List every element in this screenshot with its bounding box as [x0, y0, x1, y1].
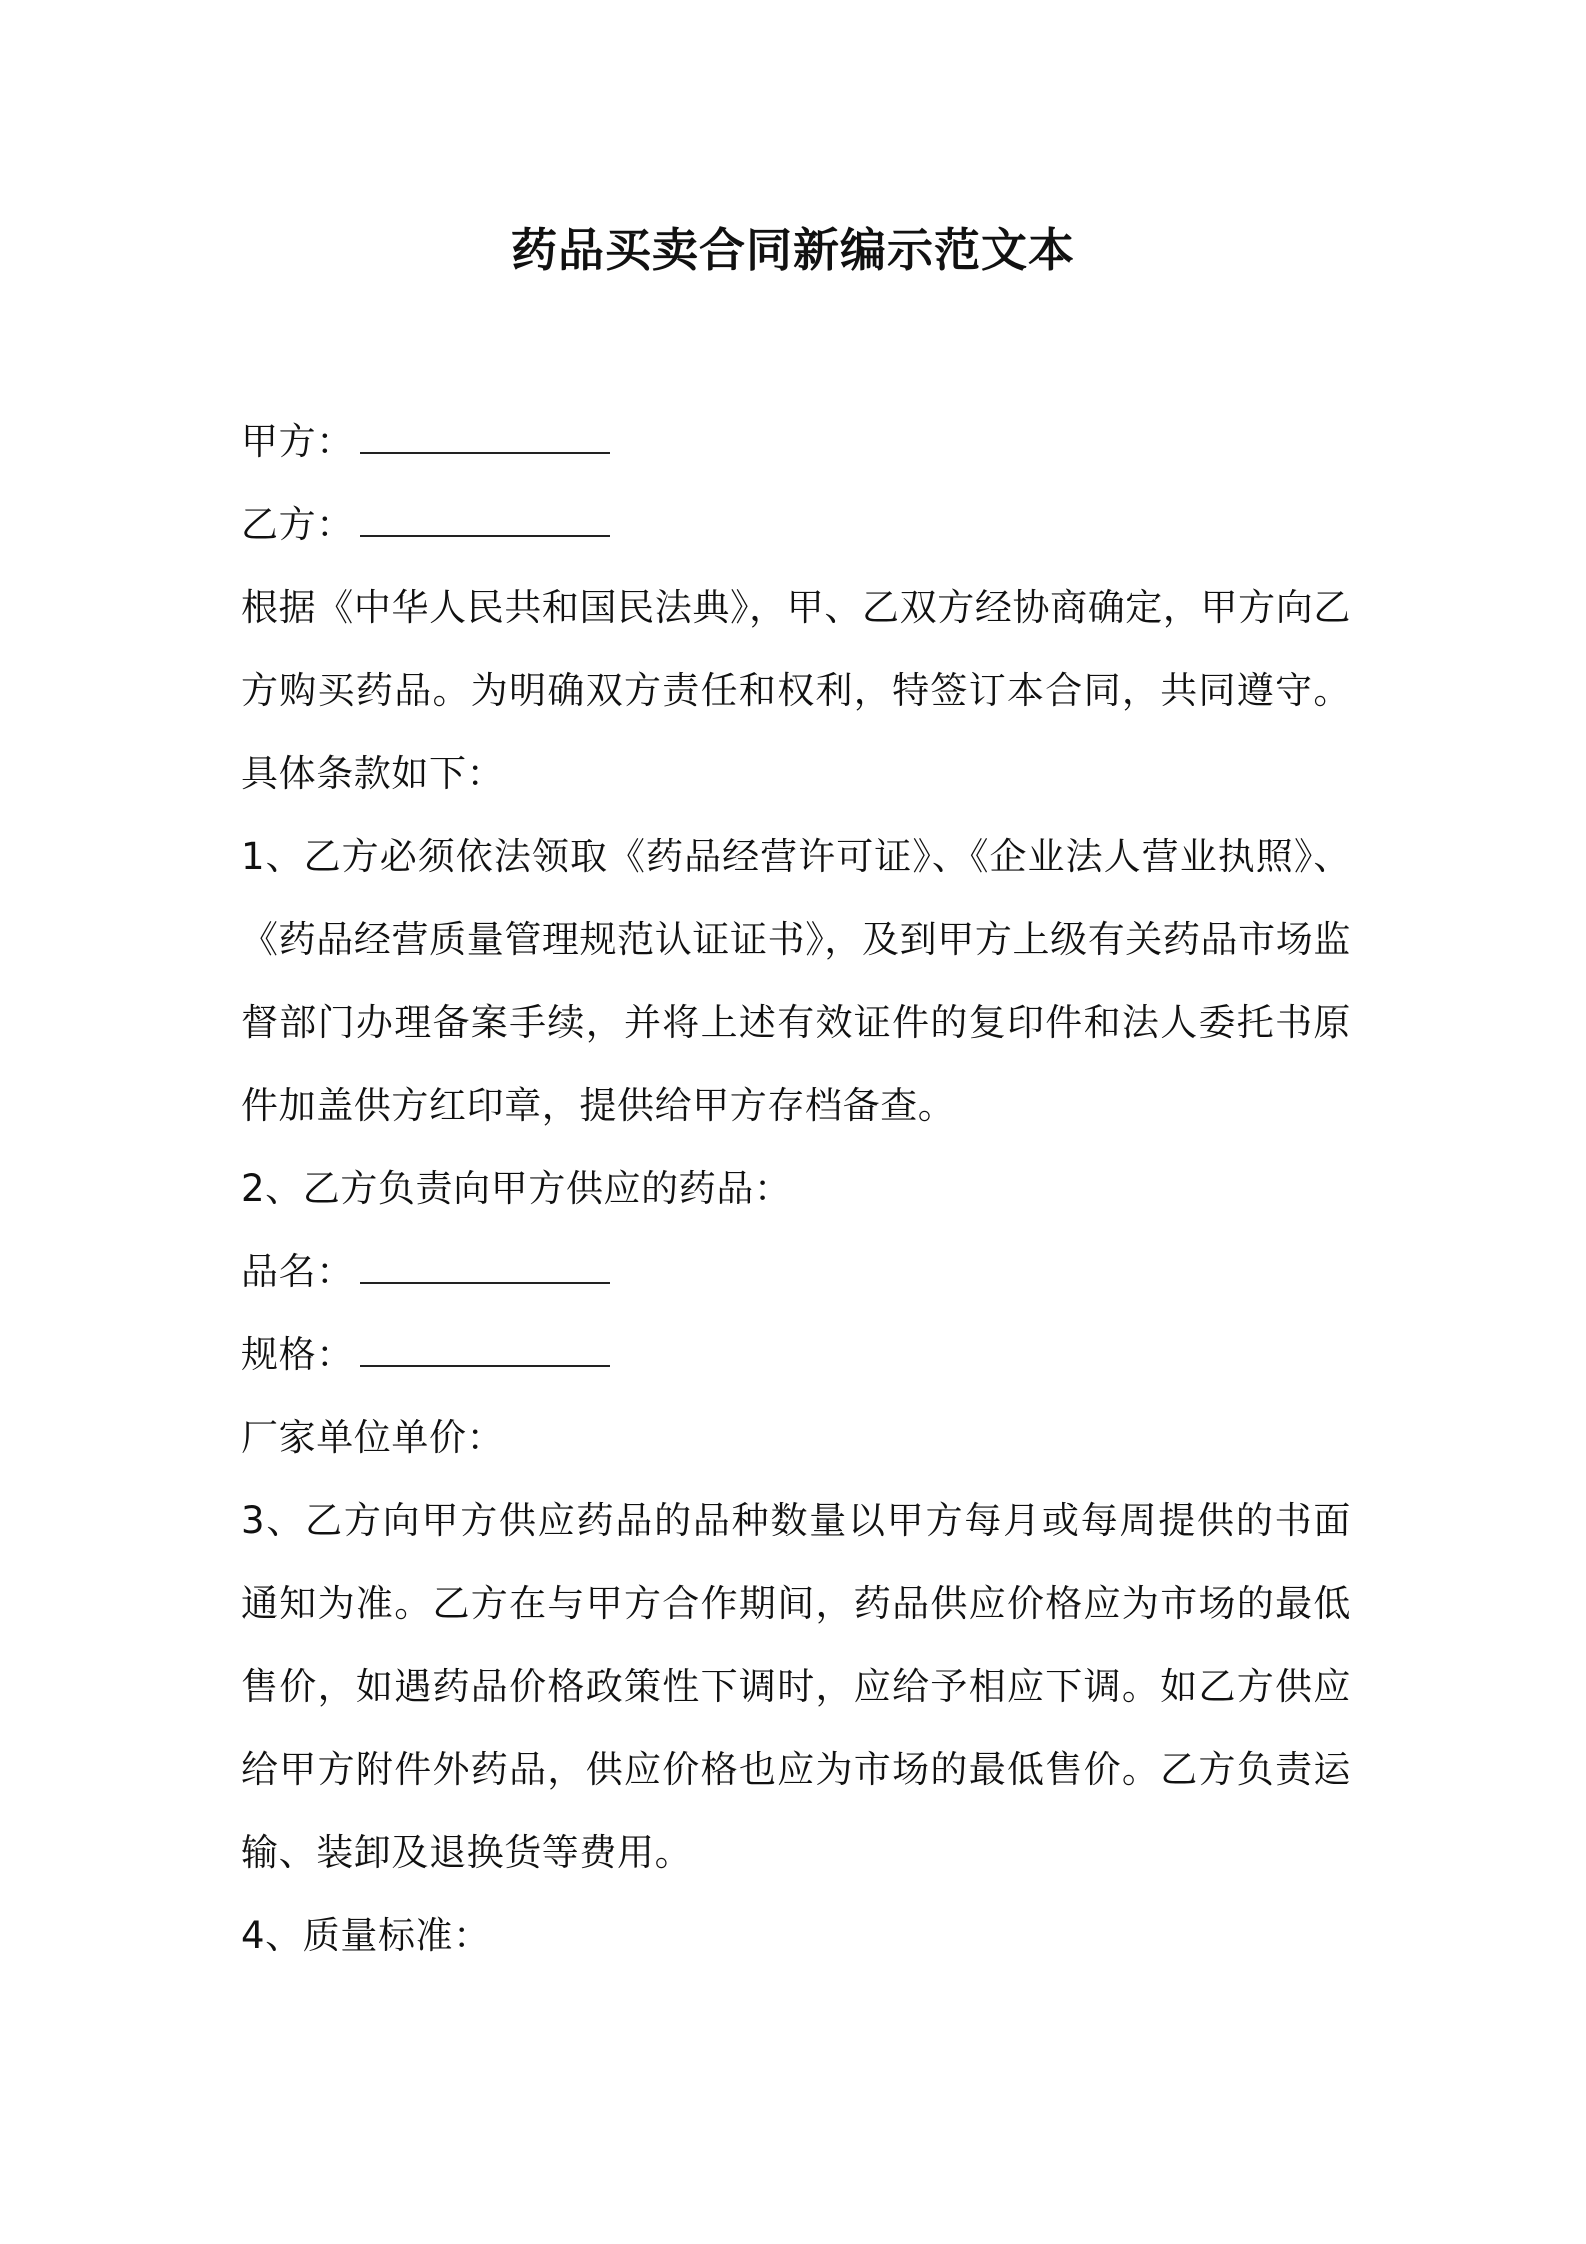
clause-2: 2、乙方负责向甲方供应的药品： — [241, 1167, 792, 1210]
party-a-line — [241, 400, 1351, 483]
party-b-blank — [360, 503, 610, 537]
spec-label: 规格： — [241, 1333, 354, 1376]
clause-3: 3、乙方向甲方供应药品的品种数量以甲方每月或每周提供的书面通知为准。乙方在与甲方合作期间，药品供应价格应为市场的最低售价，如遇药品价格政策性下调时，应给予相应下调。如乙方供应给甲方附件外药品，供应价格也应为市场的最低售价。乙方负责运输、装卸及退换货等费用。 — [241, 1499, 1351, 1874]
manufacturer-price-line — [241, 1396, 1351, 1479]
document-body — [241, 400, 1351, 1977]
product-name-blank — [360, 1250, 610, 1284]
manufacturer-price-label: 厂家单位单价： — [241, 1416, 505, 1459]
spec-line — [241, 1313, 1351, 1396]
document-title: 药品买卖合同新编示范文本 — [511, 223, 1075, 277]
party-a-label: 甲方： — [241, 420, 354, 463]
spec-blank — [360, 1333, 610, 1367]
party-a-blank — [360, 420, 610, 454]
product-name-line — [241, 1230, 1351, 1313]
intro-paragraph: 根据《中华人民共和国民法典》，甲、乙双方经协商确定，甲方向乙方购买药品。为明确双方责任和权利，特签订本合同，共同遵守。具体条款如下： — [241, 586, 1351, 795]
party-b-line — [241, 483, 1351, 566]
clause-1: 1、乙方必须依法领取《药品经营许可证》、《企业法人营业执照》、《药品经营质量管理规范认证证书》，及到甲方上级有关药品市场监督部门办理备案手续，并将上述有效证件的复印件和法人委托书原件加盖供方红印章，提供给甲方存档备查。 — [241, 835, 1351, 1127]
clause-4: 4、质量标准： — [241, 1914, 491, 1957]
party-b-label: 乙方： — [241, 503, 354, 546]
product-name-label: 品名： — [241, 1250, 354, 1293]
